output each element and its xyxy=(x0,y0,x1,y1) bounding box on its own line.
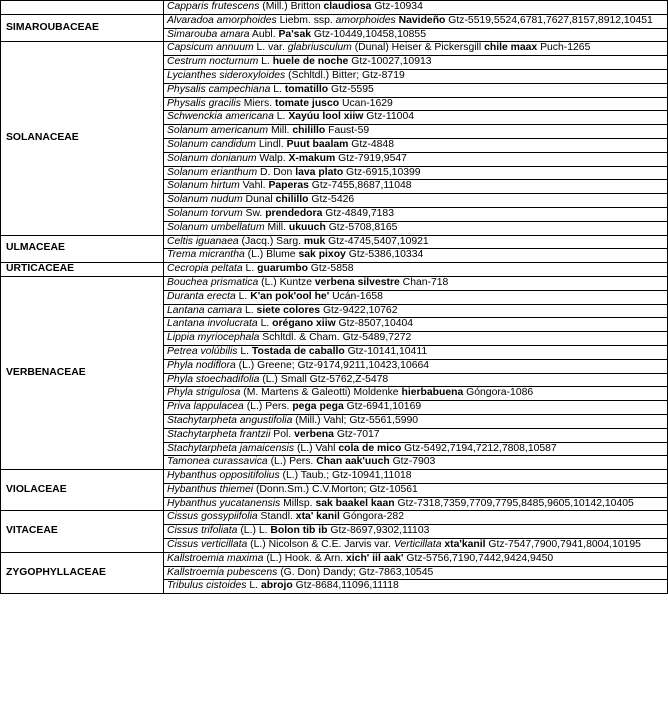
table-row xyxy=(1,1,668,15)
species-text: Gtz-7455,8687,11048 xyxy=(308,180,412,192)
species-cell xyxy=(164,1,668,15)
scientific-name: Petrea volúbilis xyxy=(167,345,238,357)
species-text: Standl. xyxy=(257,511,296,523)
species-cell xyxy=(164,359,668,373)
family-name-cell: VITACEAE xyxy=(1,511,164,552)
family-name-cell: VERBENACEAE xyxy=(1,276,164,469)
species-cell xyxy=(164,552,668,566)
species-text: Pol. xyxy=(270,428,295,440)
species-cell xyxy=(164,111,668,125)
common-name: tomate jusco xyxy=(274,97,340,109)
scientific-name: Lycianthes sideroxyloides xyxy=(167,69,286,81)
species-text: L. xyxy=(237,345,252,357)
species-cell xyxy=(164,401,668,415)
species-text: (L.) L. xyxy=(237,525,271,537)
species-text: Gtz-5492,7194,7212,7808,10587 xyxy=(401,442,557,454)
scientific-name: Physalis campechiana xyxy=(167,83,271,95)
scientific-name: Cestrum nocturnum xyxy=(167,56,259,68)
common-name: Bolon tib ib xyxy=(270,525,328,537)
family-name-cell: URTICACEAE xyxy=(1,263,164,277)
species-table-body xyxy=(1,1,668,594)
species-text: Faust-59 xyxy=(325,125,370,137)
species-cell xyxy=(164,42,668,56)
scientific-name: Tamonea curassavica xyxy=(167,456,268,468)
scientific-name: Physalis gracilis xyxy=(167,97,241,109)
common-name: Tostada de caballo xyxy=(251,345,345,357)
species-text: Gtz-5595 xyxy=(328,83,374,95)
species-text: Chan-718 xyxy=(399,276,449,288)
species-text: Góngora-282 xyxy=(339,511,404,523)
scientific-name: Solanum erianthum xyxy=(167,166,258,178)
scientific-name: Kallstroemia maxima xyxy=(167,552,264,564)
scientific-name: amorphoides xyxy=(335,14,396,26)
species-text: Gtz-4848 xyxy=(348,138,394,150)
scientific-name: Phyla stoechadifolia xyxy=(167,373,260,385)
species-text: Gtz-5519,5524,6781,7627,8157,8912,10451 xyxy=(445,14,653,26)
scientific-name: Lippia myriocephala xyxy=(167,332,260,344)
species-text: (L.) Hook. & Arn. xyxy=(263,552,347,564)
species-text: Gtz-6941,10169 xyxy=(343,401,422,413)
species-cell xyxy=(164,373,668,387)
species-text: L. xyxy=(257,318,273,330)
common-name: cola de mico xyxy=(338,442,402,454)
family-name-cell xyxy=(1,1,164,15)
scientific-name: Celtis iguanaea xyxy=(167,235,239,247)
species-text: (L.) Blume xyxy=(244,249,299,261)
species-cell xyxy=(164,497,668,511)
common-name: muk xyxy=(303,235,326,247)
table-row xyxy=(1,14,668,28)
species-cell xyxy=(164,525,668,539)
species-text: Gtz-11004 xyxy=(363,111,415,123)
species-text: (L.) Greene; Gtz-9174,9211,10423,10664 xyxy=(235,359,430,371)
species-cell xyxy=(164,166,668,180)
species-text: (Donn.Sm.) C.V.Morton; Gtz-10561 xyxy=(253,483,418,495)
scientific-name: Solanum umbellatum xyxy=(167,221,265,233)
common-name: Navideño xyxy=(398,14,446,26)
species-cell xyxy=(164,483,668,497)
common-name: verbena silvestre xyxy=(314,276,400,288)
species-cell xyxy=(164,263,668,277)
species-text: (Dunal) Heiser & Pickersgill xyxy=(351,42,485,54)
species-text: Gtz-7017 xyxy=(333,428,380,440)
species-text: Vahl. xyxy=(239,180,269,192)
species-text: Sw. xyxy=(242,207,266,219)
table-row xyxy=(1,276,668,290)
common-name: siete colores xyxy=(256,304,321,316)
scientific-name: Capsicum annuum xyxy=(167,42,254,54)
table-row xyxy=(1,42,668,56)
species-cell xyxy=(164,318,668,332)
common-name: Puut baalam xyxy=(286,138,349,150)
scientific-name: glabriusculum xyxy=(287,42,352,54)
species-text: Gtz-5386,10334 xyxy=(345,249,424,261)
species-cell xyxy=(164,539,668,553)
species-text: Gtz-8507,10404 xyxy=(335,318,414,330)
species-text: L. xyxy=(242,263,258,275)
scientific-name: Cissus trifoliata xyxy=(167,525,238,537)
species-text: Gtz-5708,8165 xyxy=(325,221,398,233)
family-name-cell: SOLANACEAE xyxy=(1,42,164,235)
species-cell xyxy=(164,138,668,152)
species-text: (L.) Vahl xyxy=(294,442,339,454)
species-text: Góngora-1086 xyxy=(463,387,534,399)
species-cell xyxy=(164,580,668,594)
species-text: Gtz-4745,5407,10921 xyxy=(325,235,429,247)
species-cell xyxy=(164,511,668,525)
table-row xyxy=(1,235,668,249)
common-name: prendedora xyxy=(265,207,323,219)
species-text: Gtz-6915,10399 xyxy=(343,166,421,178)
species-cell xyxy=(164,428,668,442)
scientific-name: Stachytarpheta jamaicensis xyxy=(167,442,295,454)
common-name: verbena xyxy=(294,428,334,440)
species-text: Gtz-5426 xyxy=(308,194,355,206)
scientific-name: Lantana camara xyxy=(167,304,243,316)
scientific-name: Hybanthus thiemei xyxy=(167,483,254,495)
species-cell xyxy=(164,180,668,194)
species-text: (L.) Small Gtz-5762,Z-5478 xyxy=(259,373,389,385)
species-text: L. xyxy=(273,111,289,123)
species-cell xyxy=(164,97,668,111)
scientific-name: Solanum americanum xyxy=(167,125,269,137)
common-name: Paperas xyxy=(268,180,309,192)
species-text: Millsp. xyxy=(280,497,316,509)
scientific-name: Verticillata xyxy=(393,539,442,551)
table-row xyxy=(1,263,668,277)
species-text: L. xyxy=(246,580,261,592)
species-cell xyxy=(164,414,668,428)
species-text: Gtz-10027,10913 xyxy=(348,56,432,68)
scientific-name: Cissus gossypiifolia xyxy=(167,511,258,523)
scientific-name: Bouchea prismatica xyxy=(167,276,259,288)
common-name: sak baakel kaan xyxy=(315,497,395,509)
species-cell xyxy=(164,276,668,290)
table-row xyxy=(1,552,668,566)
scientific-name: Hybanthus yucatanensis xyxy=(167,497,281,509)
species-text: Mill. xyxy=(268,125,293,137)
species-cell xyxy=(164,56,668,70)
scientific-name: Tribulus cistoides xyxy=(167,580,247,592)
species-text: (Mill.) Britton xyxy=(259,1,324,12)
species-cell xyxy=(164,387,668,401)
family-name-cell: ZYGOPHYLLACEAE xyxy=(1,552,164,593)
scientific-name: Priva lappulacea xyxy=(167,401,244,413)
species-text: L. xyxy=(258,56,273,68)
species-text: (G. Don) Dandy; Gtz-7863,10545 xyxy=(277,566,434,578)
species-cell xyxy=(164,125,668,139)
common-name: Xayúu lool xiiw xyxy=(288,111,364,123)
common-name: pega pega xyxy=(292,401,344,413)
common-name: hierbabuena xyxy=(401,387,464,399)
species-cell xyxy=(164,194,668,208)
scientific-name: Schwenckia americana xyxy=(167,111,274,123)
species-text: Gtz-7318,7359,7709,7795,8485,9605,10142,10405 xyxy=(394,497,634,509)
common-name: lava plato xyxy=(295,166,344,178)
scientific-name: Solanum nudum xyxy=(167,194,243,206)
common-name: chile maax xyxy=(484,42,538,54)
species-text: (L.) Pers. xyxy=(267,456,317,468)
scientific-name: Capparis frutescens xyxy=(167,1,260,12)
species-text: Gtz-7903 xyxy=(389,456,436,468)
common-name: chilillo xyxy=(275,194,309,206)
common-name: Pa'sak xyxy=(278,28,312,40)
common-name: claudiosa xyxy=(323,1,372,12)
family-name-cell: ULMACEAE xyxy=(1,235,164,263)
species-text: Liebm. ssp. xyxy=(276,14,336,26)
species-cell xyxy=(164,69,668,83)
common-name: xta' kanil xyxy=(295,511,340,523)
species-cell xyxy=(164,442,668,456)
species-cell xyxy=(164,345,668,359)
common-name: sak pixoy xyxy=(298,249,346,261)
common-name: xta'kanil xyxy=(444,539,486,551)
scientific-name: Lantana involucrata xyxy=(167,318,258,330)
scientific-name: Cissus verticillata xyxy=(167,539,248,551)
species-text: (L.) Nicolson & C.E. Jarvis var. xyxy=(247,539,394,551)
species-text: Ucan-1629 xyxy=(339,97,393,109)
species-text: Gtz-8684,11096,11118 xyxy=(292,580,399,592)
species-text: Gtz-10934 xyxy=(371,1,423,12)
species-text: (Jacq.) Sarg. xyxy=(238,235,304,247)
common-name: Chan aak'uuch xyxy=(316,456,390,468)
species-cell xyxy=(164,290,668,304)
scientific-name: Duranta erecta xyxy=(167,290,236,302)
species-cell xyxy=(164,456,668,470)
species-text: (L.) Taub.; Gtz-10941,11018 xyxy=(279,470,412,482)
species-text: Schltdl. & Cham. Gtz-5489,7272 xyxy=(259,332,412,344)
scientific-name: Trema micrantha xyxy=(167,249,245,261)
scientific-name: Phyla nodiflora xyxy=(167,359,236,371)
species-text: Gtz-8697,9302,11103 xyxy=(327,525,430,537)
species-text: L. xyxy=(242,304,257,316)
scientific-name: Solanum candidum xyxy=(167,138,256,150)
species-text: Gtz-5756,7190,7442,9424,9450 xyxy=(403,552,554,564)
scientific-name: Stachytarpheta frantzii xyxy=(167,428,271,440)
species-text: (M. Martens & Galeotti) Moldenke xyxy=(240,387,402,399)
common-name: abrojo xyxy=(260,580,293,592)
species-text: Gtz-10141,10411 xyxy=(344,345,428,357)
common-name: chilillo xyxy=(292,125,326,137)
species-text: Puch-1265 xyxy=(537,42,591,54)
species-text: Gtz-7547,7900,7941,8004,10195 xyxy=(485,539,641,551)
common-name: ukuuch xyxy=(288,221,326,233)
species-cell xyxy=(164,235,668,249)
species-text: Walp. xyxy=(256,152,289,164)
scientific-name: Cecropia peltata xyxy=(167,263,243,275)
species-text: L. var. xyxy=(253,42,288,54)
scientific-name: Solanum torvum xyxy=(167,207,243,219)
family-name-cell: SIMAROUBACEAE xyxy=(1,14,164,42)
common-name: X-makum xyxy=(288,152,336,164)
species-text: (L.) Pers. xyxy=(243,401,293,413)
common-name: K'an pok'ool he' xyxy=(250,290,330,302)
species-text: (L.) Kuntze xyxy=(258,276,315,288)
common-name: tomatillo xyxy=(284,83,329,95)
species-cell xyxy=(164,221,668,235)
species-cell xyxy=(164,566,668,580)
species-text: Gtz-7919,9547 xyxy=(335,152,407,164)
species-text: (Mill.) Vahl; Gtz-5561,5990 xyxy=(292,414,419,426)
common-name: xich' iil aak' xyxy=(346,552,404,564)
common-name: huele de noche xyxy=(272,56,349,68)
species-cell xyxy=(164,304,668,318)
scientific-name: Hybanthus oppositifolius xyxy=(167,470,280,482)
species-text: Gtz-4849,7183 xyxy=(322,207,394,219)
species-text: Miers. xyxy=(240,97,275,109)
scientific-name: Solanum hirtum xyxy=(167,180,240,192)
table-row xyxy=(1,470,668,484)
species-text: Ucán-1658 xyxy=(329,290,383,302)
species-text: D. Don xyxy=(257,166,296,178)
species-text: Gtz-9422,10762 xyxy=(320,304,398,316)
species-cell xyxy=(164,28,668,42)
species-text: L. xyxy=(270,83,285,95)
species-cell xyxy=(164,470,668,484)
scientific-name: Stachytarpheta angustifolia xyxy=(167,414,293,426)
species-cell xyxy=(164,332,668,346)
species-text: L. xyxy=(235,290,251,302)
scientific-name: Phyla strigulosa xyxy=(167,387,241,399)
scientific-name: Alvaradoa amorphoides xyxy=(167,14,277,26)
scientific-name: Simarouba amara xyxy=(167,28,250,40)
species-text: Aubl. xyxy=(249,28,279,40)
species-text: Gtz-5858 xyxy=(307,263,354,275)
common-name: guarumbo xyxy=(257,263,308,275)
family-name-cell: VIOLACEAE xyxy=(1,470,164,511)
species-text: (Schltdl.) Bitter; Gtz-8719 xyxy=(285,69,405,81)
species-text: Mill. xyxy=(264,221,289,233)
species-text: Gtz-10449,10458,10855 xyxy=(311,28,426,40)
species-cell xyxy=(164,152,668,166)
species-cell xyxy=(164,83,668,97)
species-cell xyxy=(164,14,668,28)
species-text: Dunal xyxy=(242,194,276,206)
scientific-name: Solanum donianum xyxy=(167,152,257,164)
common-name: orégano xiiw xyxy=(272,318,336,330)
species-cell xyxy=(164,207,668,221)
species-text: Lindl. xyxy=(255,138,287,150)
species-cell xyxy=(164,249,668,263)
scientific-name: Kallstroemia pubescens xyxy=(167,566,278,578)
table-row xyxy=(1,511,668,525)
